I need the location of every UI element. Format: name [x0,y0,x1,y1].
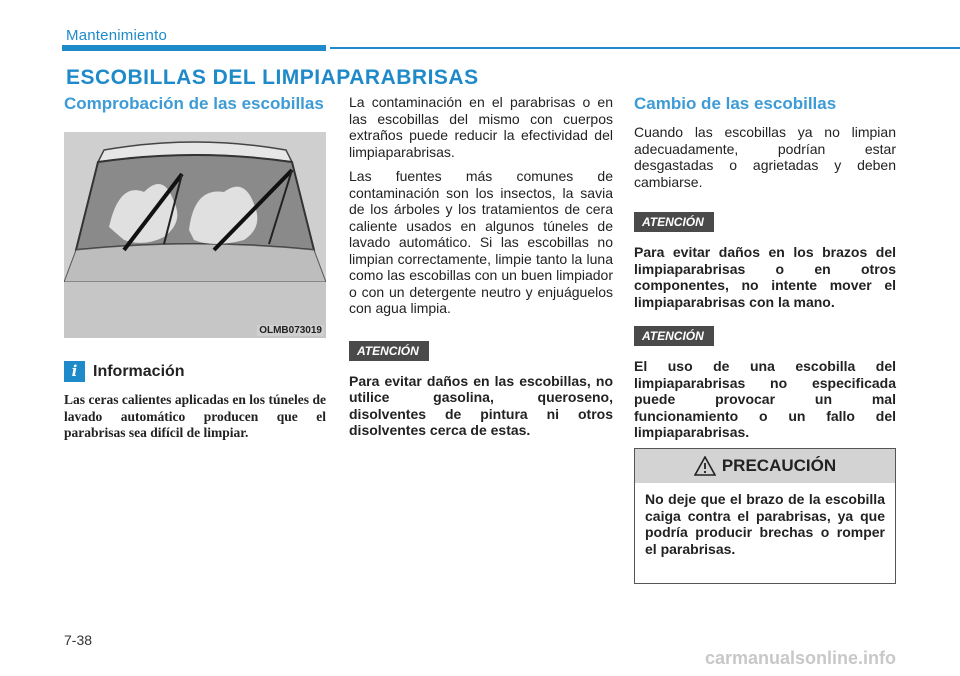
windshield-illustration [64,132,326,338]
atencion-text: Para evitar daños en las escobillas, no utilice gasolina, queroseno, disolventes de pintura ni otros disolventes cerca de estas. [349,372,613,438]
atencion-label-1: ATENCIÓN [634,212,714,232]
watermark: carmanualsonline.info [705,648,897,668]
precaucion-text: No deje que el brazo de la escobilla caiga contra el parabrisas, ya que podría producir brechas o romper el parabrisas. [645,491,885,557]
page-number: 7-38 [64,632,93,648]
paragraph-contamination: La contaminación en el parabrisas o en las escobillas del mismo con cuerpos extraños puede reducir la efectividad del limpiaparabrisas. [349,94,613,160]
column-middle [349,94,613,439]
info-header [64,361,326,382]
figure-caption: OLMB073019 [259,325,322,336]
paragraph-change: Cuando las escobillas ya no limpian adecuadamente, podrían estar desgastadas o agrietadas y deben cambiarse. [634,124,896,190]
precaucion-header [635,449,895,483]
atencion-label: ATENCIÓN [349,341,429,361]
precaucion-body [635,483,895,557]
subheading-change-wipers: Cambio de las escobillas [634,94,837,113]
paragraph-sources: Las fuentes más comunes de contaminación son los insectos, la savia de los árboles y los tratamientos de cera caliente usados en algunos túneles de lavado automático. Si las escobillas no limpian correctamente, limpie tanto la luna como las escobillas con un buen limpiador o con un detergente neutro y enjuáguelos con agua limpia. [349,168,613,316]
windshield-drawing [64,132,326,338]
atencion-text-2: El uso de una escobilla del limpiaparabrisas no especificada puede provocar un mal funcionamiento o un fallo del limpiaparabrisas. [634,358,896,440]
info-title: Información [93,362,185,380]
header-section-title: Mantenimiento [66,27,167,44]
header-bar-thin [330,47,960,49]
precaucion-box [634,448,896,584]
atencion-text-1: Para evitar daños en los brazos del limpiaparabrisas o en otros componentes, no intente mover el limpiaparabrisas con la mano. [634,244,896,310]
header-bar-thick [62,45,326,51]
warning-triangle-icon [694,456,716,476]
atencion-label-2: ATENCIÓN [634,326,714,346]
subheading-check-wipers: Comprobación de las escobillas [64,94,324,113]
column-left [64,94,326,442]
precaucion-title: PRECAUCIÓN [721,456,837,475]
column-right [634,94,896,441]
info-icon: i [64,361,85,382]
page-title: ESCOBILLAS DEL LIMPIAPARABRISAS [66,66,479,89]
info-text: Las ceras calientes aplicadas en los túneles de lavado automático producen que el parabrisas sea difícil de limpiar. [64,392,326,440]
